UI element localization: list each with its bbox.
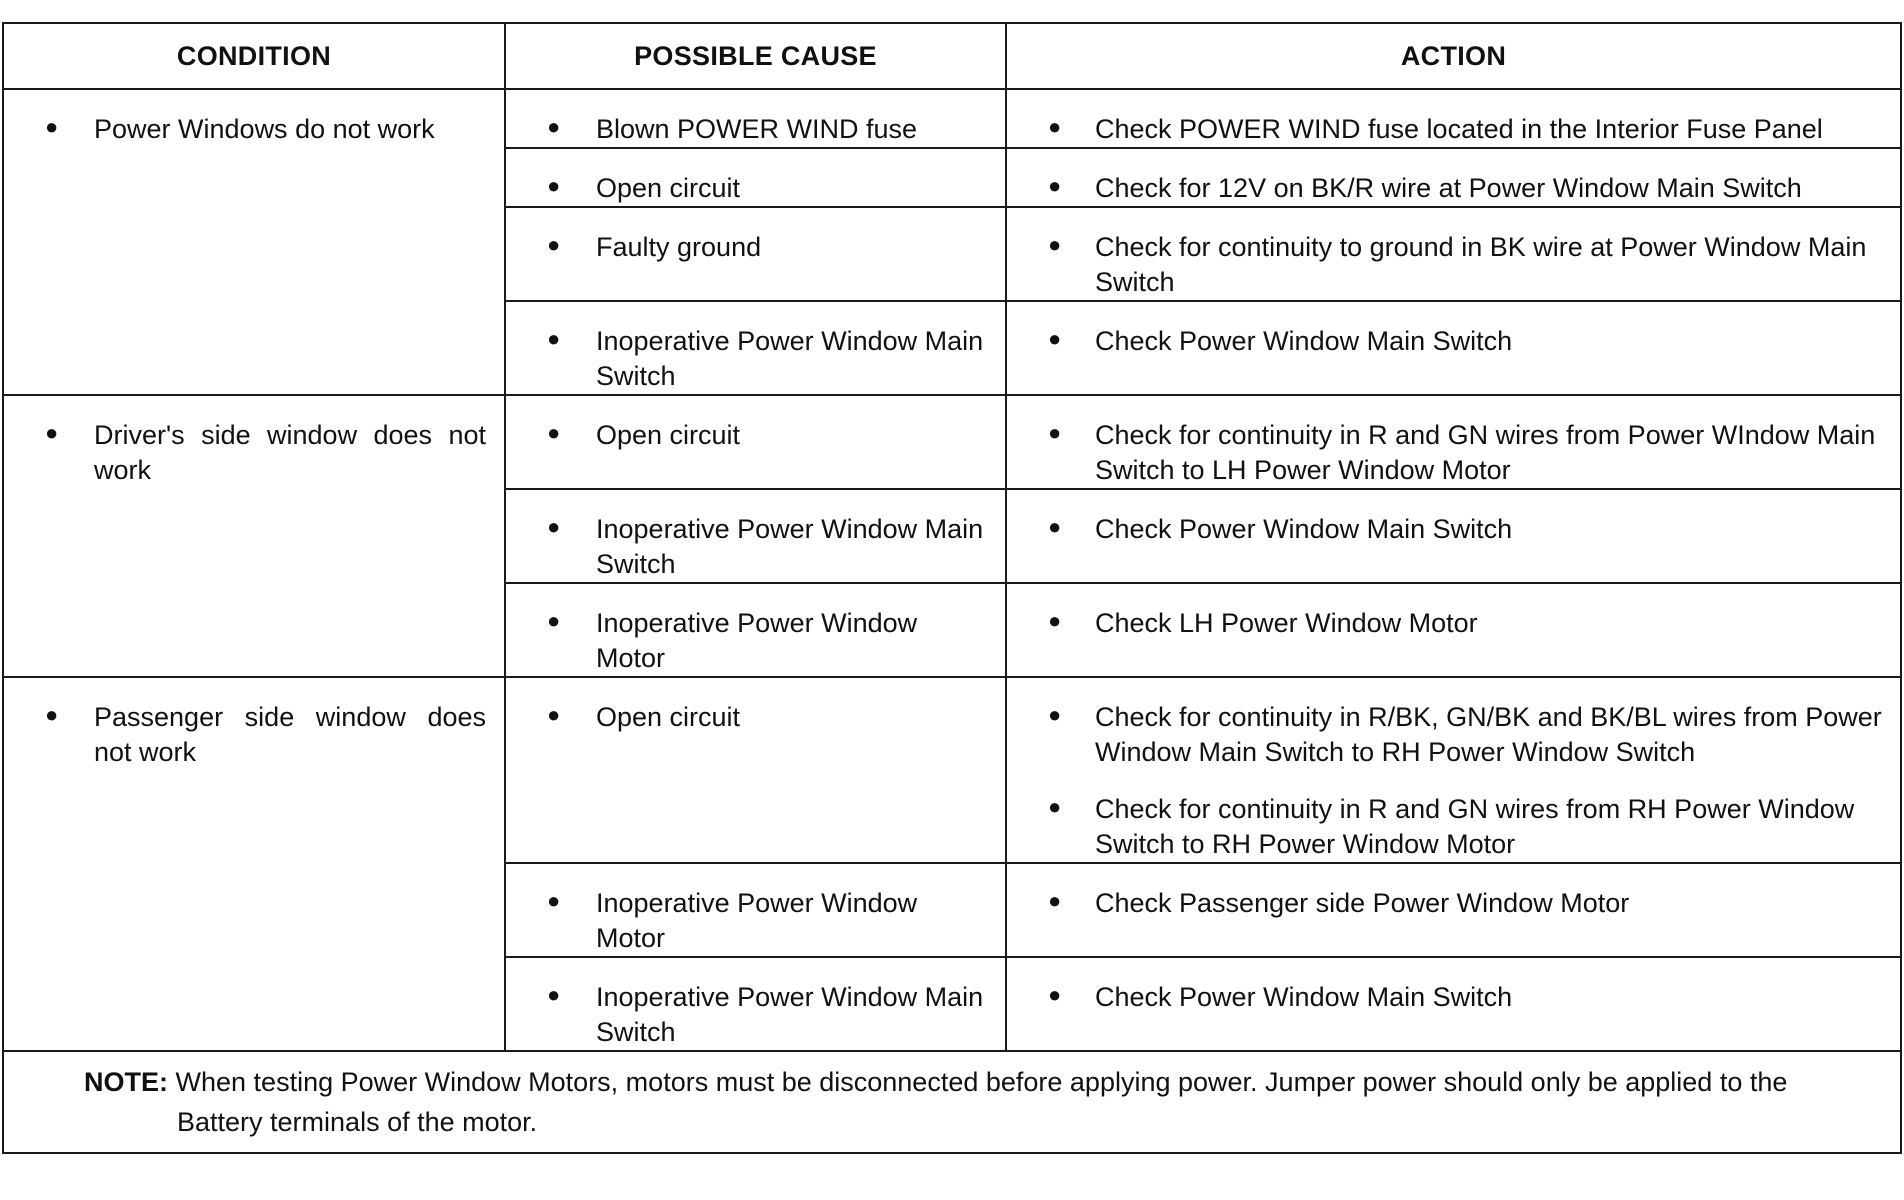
table-row [3, 89, 1901, 148]
action-item [1007, 302, 1900, 359]
condition-cell [3, 89, 505, 395]
bullet-icon: ● [45, 420, 59, 445]
possible-cause-item [506, 208, 1005, 265]
bullet-icon: ● [1048, 794, 1062, 819]
possible-cause-cell [505, 301, 1006, 395]
condition-text: Driver's side window does not work [94, 420, 486, 485]
bullet-icon: ● [547, 888, 561, 913]
possible-cause-cell [505, 489, 1006, 583]
action-item [1007, 678, 1900, 770]
bullet-icon: ● [547, 326, 561, 351]
action-text: Check Power Window Main Switch [1095, 326, 1513, 356]
possible-cause-item [506, 584, 1005, 676]
possible-cause-cell [505, 207, 1006, 301]
action-cell [1006, 148, 1901, 207]
note-row [3, 1051, 1901, 1153]
bullet-icon: ● [1048, 420, 1062, 445]
action-item [1007, 864, 1900, 921]
bullet-icon: ● [1048, 982, 1062, 1007]
action-item [1007, 958, 1900, 1015]
note-text: When testing Power Window Motors, motors must be disconnected before applying power. Jumper power should only be applied to the [175, 1067, 1788, 1097]
possible-cause-cell [505, 677, 1006, 863]
header-condition: CONDITION [3, 23, 505, 89]
note-cell [3, 1051, 1901, 1153]
action-cell [1006, 89, 1901, 148]
table-body [3, 89, 1901, 1051]
note [4, 1052, 1900, 1152]
possible-cause-item [506, 958, 1005, 1050]
bullet-icon: ● [1048, 888, 1062, 913]
possible-cause-cell [505, 395, 1006, 489]
condition-item [4, 396, 504, 488]
action-text: Check LH Power Window Motor [1095, 608, 1478, 638]
table-row [3, 395, 1901, 489]
action-cell [1006, 395, 1901, 489]
possible-cause-text: Inoperative Power Window Main Switch [596, 326, 984, 391]
action-cell [1006, 583, 1901, 677]
action-text: Check for continuity to ground in BK wire at Power Window Main Switch [1095, 232, 1867, 297]
bullet-icon: ● [1048, 514, 1062, 539]
note-text-continued: Battery terminals of the motor. [177, 1107, 538, 1137]
possible-cause-text: Open circuit [596, 702, 741, 732]
action-item [1007, 90, 1900, 147]
action-item [1007, 490, 1900, 547]
possible-cause-item [506, 90, 1005, 147]
possible-cause-text: Faulty ground [596, 232, 762, 262]
note-label: NOTE: [84, 1067, 168, 1097]
action-text: Check Power Window Main Switch [1095, 982, 1513, 1012]
bullet-icon: ● [547, 232, 561, 257]
possible-cause-item [506, 864, 1005, 956]
bullet-icon: ● [1048, 114, 1062, 139]
possible-cause-text: Inoperative Power Window Motor [596, 888, 918, 953]
action-item [1007, 208, 1900, 300]
header-possible-cause: POSSIBLE CAUSE [505, 23, 1006, 89]
bullet-icon: ● [1048, 326, 1062, 351]
bullet-icon: ● [1048, 702, 1062, 727]
possible-cause-item [506, 302, 1005, 394]
bullet-icon: ● [547, 982, 561, 1007]
bullet-icon: ● [1048, 173, 1062, 198]
action-text: Check for continuity in R and GN wires from RH Power Window Switch to RH Power Window Motor [1095, 794, 1855, 859]
action-text: Check Passenger side Power Window Motor [1095, 888, 1630, 918]
action-item [1007, 584, 1900, 641]
condition-text: Passenger side window does not work [94, 702, 486, 767]
action-cell [1006, 207, 1901, 301]
condition-item [4, 90, 504, 147]
action-text: Check Power Window Main Switch [1095, 514, 1513, 544]
bullet-icon: ● [547, 514, 561, 539]
bullet-icon: ● [547, 114, 561, 139]
possible-cause-cell [505, 863, 1006, 957]
bullet-icon: ● [45, 114, 59, 139]
bullet-icon: ● [547, 173, 561, 198]
action-item [1007, 770, 1900, 862]
possible-cause-text: Open circuit [596, 420, 741, 450]
bullet-icon: ● [1048, 608, 1062, 633]
action-cell [1006, 863, 1901, 957]
action-item [1007, 396, 1900, 488]
possible-cause-text: Blown POWER WIND fuse [596, 114, 918, 144]
possible-cause-text: Inoperative Power Window Main Switch [596, 514, 984, 579]
header-action: ACTION [1006, 23, 1901, 89]
action-text: Check for continuity in R and GN wires from Power WIndow Main Switch to LH Power Window Motor [1095, 420, 1876, 485]
possible-cause-item [506, 396, 1005, 453]
table-row [3, 677, 1901, 863]
bullet-icon: ● [547, 608, 561, 633]
bullet-icon: ● [1048, 232, 1062, 257]
action-cell [1006, 301, 1901, 395]
condition-text: Power Windows do not work [94, 114, 435, 144]
condition-item [4, 678, 504, 770]
possible-cause-text: Inoperative Power Window Motor [596, 608, 918, 673]
troubleshooting-document [2, 22, 1900, 1154]
bullet-icon: ● [547, 420, 561, 445]
action-cell [1006, 677, 1901, 863]
action-text: Check for 12V on BK/R wire at Power Window Main Switch [1095, 173, 1802, 203]
condition-cell [3, 395, 505, 677]
action-text: Check for continuity in R/BK, GN/BK and BK/BL wires from Power Window Main Switch to RH Power Window Switch [1095, 702, 1882, 767]
bullet-icon: ● [547, 702, 561, 727]
possible-cause-cell [505, 583, 1006, 677]
troubleshooting-table [2, 22, 1902, 1154]
possible-cause-cell [505, 957, 1006, 1051]
possible-cause-cell [505, 148, 1006, 207]
possible-cause-item [506, 149, 1005, 206]
bullet-icon: ● [45, 702, 59, 727]
possible-cause-item [506, 490, 1005, 582]
action-cell [1006, 489, 1901, 583]
header-row [3, 23, 1901, 89]
possible-cause-item [506, 678, 1005, 735]
possible-cause-text: Open circuit [596, 173, 741, 203]
condition-cell [3, 677, 505, 1051]
possible-cause-cell [505, 89, 1006, 148]
action-text: Check POWER WIND fuse located in the Interior Fuse Panel [1095, 114, 1823, 144]
possible-cause-text: Inoperative Power Window Main Switch [596, 982, 984, 1047]
action-cell [1006, 957, 1901, 1051]
action-item [1007, 149, 1900, 206]
